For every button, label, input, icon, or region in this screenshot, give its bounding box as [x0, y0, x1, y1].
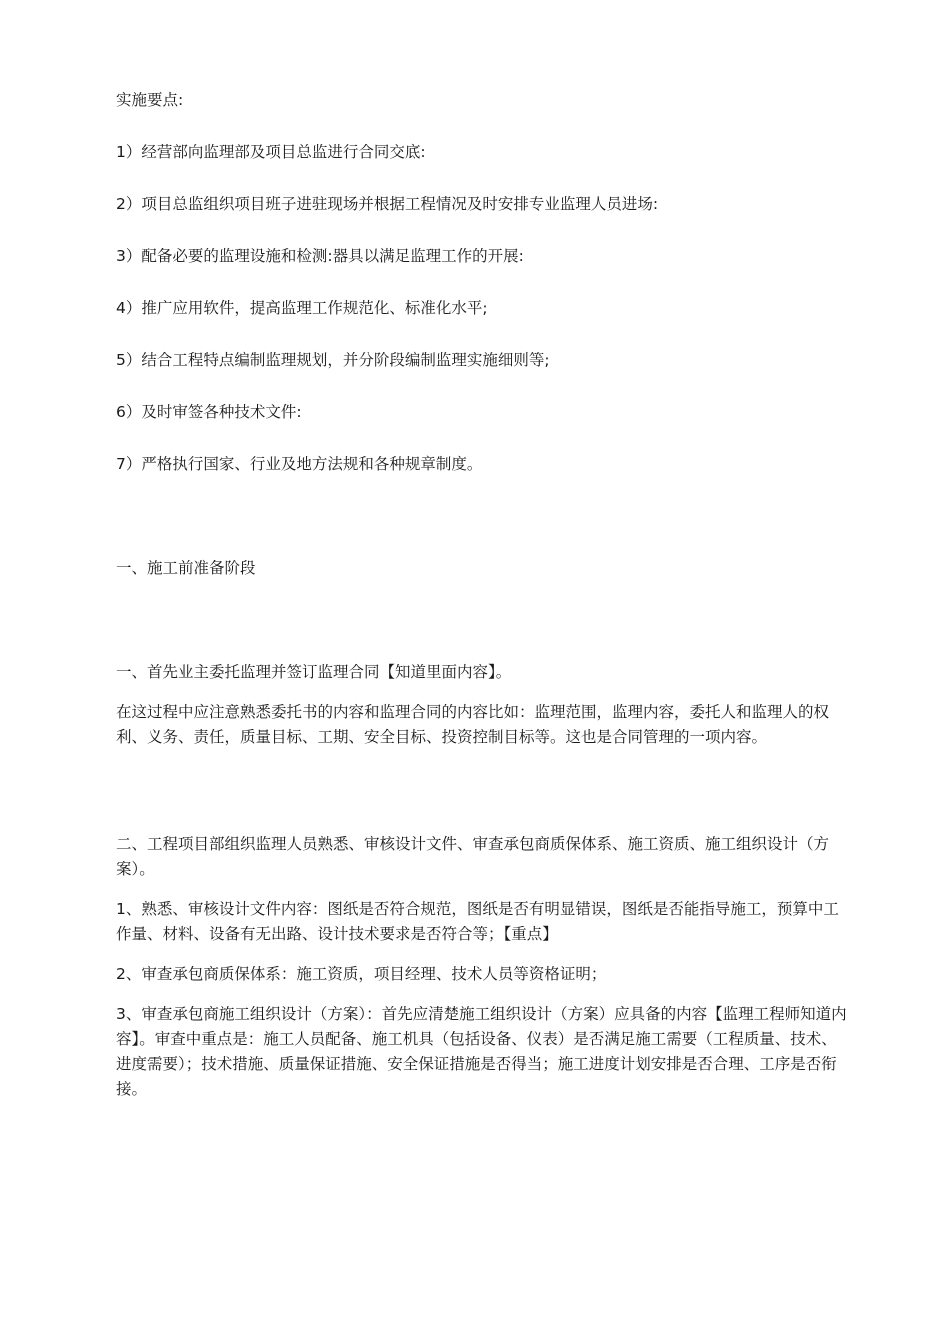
point-6: 6）及时审签各种技术文件: [116, 403, 302, 421]
point-2: 2）项目总监组织项目班子进驻现场并根据工程情况及时安排专业监理人员进场: [116, 195, 659, 213]
point-5: 5）结合工程特点编制监理规划，并分阶段编制监理实施细则等; [116, 351, 550, 369]
document-page [116, 88, 852, 1102]
section2-heading: 二、工程项目部组织监理人员熟悉、审核设计文件、审查承包商质保体系、施工资质、施工组织设计（方案）。 [116, 835, 830, 878]
section1-heading: 一、首先业主委托监理并签订监理合同【知道里面内容】。 [116, 663, 512, 681]
intro-heading: 实施要点: [116, 91, 184, 109]
stage-heading: 一、施工前准备阶段 [116, 559, 256, 577]
point-4: 4）推广应用软件，提高监理工作规范化、标准化水平; [116, 299, 488, 317]
point-3: 3）配备必要的监理设施和检测:器具以满足监理工作的开展: [116, 247, 524, 265]
section2-item-3: 3、审查承包商施工组织设计（方案）：首先应清楚施工组织设计（方案）应具备的内容【监理工程师知道内容】。审查中重点是：施工人员配备、施工机具（包括设备、仪表）是否满足施工需要（工程质量、技术、进度需要）；技术措施、质量保证措施、安全保证措施是否得当；施工进度计划安排是否合理、工序是否衔接。 [116, 1005, 847, 1098]
point-1: 1）经营部向监理部及项目总监进行合同交底: [116, 143, 426, 161]
section2-item-1: 1、熟悉、审核设计文件内容：图纸是否符合规范，图纸是否有明显错误，图纸是否能指导施工，预算中工作量、材料、设备有无出路、设计技术要求是否符合等；【重点】 [116, 900, 839, 943]
section2-item-2: 2、审查承包商质保体系：施工资质，项目经理、技术人员等资格证明； [116, 965, 607, 983]
point-7: 7）严格执行国家、行业及地方法规和各种规章制度。 [116, 455, 483, 473]
section1-body: 在这过程中应注意熟悉委托书的内容和监理合同的内容比如：监理范围，监理内容，委托人和监理人的权利、义务、责任，质量目标、工期、安全目标、投资控制目标等。这也是合同管理的一项内容。 [116, 703, 830, 746]
